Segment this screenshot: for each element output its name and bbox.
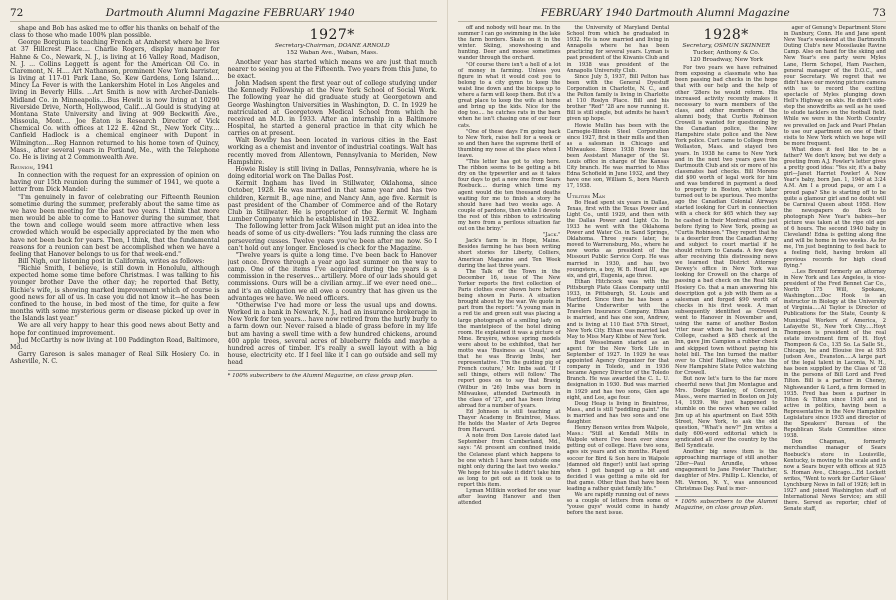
class-year: 1927* xyxy=(309,27,355,43)
column-3 xyxy=(458,25,561,600)
paragraph: off and nobody will hear me. In the summer I can go swimming in the lake the farm borders. Skate on it in the winter. Skiing, snowshoeing and hunting. Deer and moose sometimes wander through the orchard. xyxy=(458,25,561,62)
paragraph: ...Les Brenzif formerly an attorney in New York and Les Angeles, is vice-president of the Fred Bennet Car Co., North 175 Will, Spokane, Washington....Doc Hook is an instructor in Biology at the University of Virginia.....Al Taylor is Director of Publications for the State, County & Municipal Workers of America, 2 Lafayette St., New York City.....Hoyt Thompson is president of the real estate investment firm of H. Hoyt Thompson & Co., 135 So. La Salle St., Chicago, he and Elouise live at 935 Judson Ave., Evanston.....A large part of the legal talent in Laconia, N. H., has been supplied by the Class of '28 in the persons of Bill Lord and Fred Tilton. Bill is a partner in Cheney, Nighswander & Lord, a firm formed in 1935. Fred has been a partner in Tilton & Tilton since 1930 and is active in politics, having been a Representative in the New Hampshire Legislature since 1935 and director of the Speakers' Bureau of the Republican State Committee since 1938. xyxy=(783,268,886,440)
paragraph: For two years we have refrained from exposing a classmate who has been passing bad checks in the hope that with our help and the help of other '28ers he would reform. His increased activity recently makes it necessary to warn members of the class, and other members of the alumni body, that Curtis Robinson Crowell is wanted for questioning by the Canadian police, the New Hampshire state police and the New York police. Curt came to College from Wollaston, Mass. and stayed two years. In 1938 he came to New York and in the next two years gave the Dartmouth Club and six or more of his classmates bad checks. Bill Moreno did $90 worth of legal work for him and was tendered in payment a deed to property in Boston, which later turned out to be spurious. Two months ago the Canadian Colonial Airways started looking for Curt in connection with a check for $65 which they say he cashed in their Montreal office just before flying to New York, posing as "Curtis Robinson." They report that he is a deserter from the Canadian Army and subject to court martial if he should return to Canada. A few days after receiving this distressing news we learned that District Attorney Dewey's office in New York was looking for Crowell on the charge of passing a bad check on the Real Silk Hosiery Co. that a man answering his description got a job with them as a salesman and forged $90 worth of checks in his first week. A man subsequently identified as Crowell went to Hanover in November and, using the name of another Boston 'riter near whom he had roomed in College, cashed a $85 check at the Inn, gave Jim Campion a rubber check and skipped town without paying his hotel bill. The Inn turned the matter over to Chief Hallisey, who has the New Hampshire State Police watching for Crowell. xyxy=(675,65,778,376)
paragraph: Ethan Hitchcock was with the Pittsburgh Plate Glass Company until 1933, in Pittsburgh, St. Louis and Hartford. Since then he has been a Marine Underwriter with the Travelers Insurance Company. Ethan is married, and has one son, Andrew, and is living at 110 East 57th Street, New York City. Ethan was married last May to Miss Mary Kibbe of New York. xyxy=(566,278,669,340)
column-4 xyxy=(567,25,670,600)
paragraph: Garry Gareson is sales manager of Real Silk Hosiery Co. in Asheville, N. C. xyxy=(10,351,220,366)
paragraph: Henry Benson writes from Walpole, Mass.: "Still at Kendall Mills in Walpole where I've been ever since getting out of college. Have two sons, ages six years and six months. Played soccer for Bird & Son here in Walpole (damned old finger!) until last spring when I got banged up a bit and decided I was getting a mite old for that game. Other than that have been leading a rather quiet family life." xyxy=(566,425,669,493)
paragraph: Jud McCarthy is now living at 100 Paddington Road, Baltimore, Md. xyxy=(10,336,220,351)
paragraph: In connection with the request for an expression of opinion on having our 15th reunion during the summer of 1941, we quote a letter from Dick Mandel: xyxy=(10,172,220,194)
paragraph: "One of these days I'm going back to New York, raise hell for a week or so and then have the supreme thrill of thumbing my nose at the place when I leave. xyxy=(458,128,561,159)
section-heading: Utilities Man xyxy=(566,191,606,200)
paragraph: "I'm genuinely in favor of celebrating our Fifteenth Reunion sometime during the summer, preferably about the same time as we have been meeting for the past two years. I think that more men would be able to come to Hanover during the summer, that the town and college would seem more attractive when less crowded which would be especially appreciated by the men who have not been back for years. Then, I think, that the fundamental reasons for a reunion can best be accomplished when we have a feeling that Hanover belongs to us for that week-end." xyxy=(10,193,220,258)
paragraph: George Borgium is teaching French at Amherst where he lives at 37 Hillcrest Place.... Charlie Rogers, display manager for Hahne & Co., Newark, N. J., is living at 16 Valley Road, Madison, N. J. ... Collins Leggett is agent for the American Oil Co. in Claremont, N. H.... Art Nathanson, prominent New York barrister, is living at 117-01 Park Lane, So. Kew Gardens, Long Island.... Mincy La Fever is with the Lankershim Hotel in Los Angeles and living in Beverly Hills. ...Art Smith is now with Archer-Daniels-Midland Co. in Minneapolis....Bus Hewlit is now living at 10290 Riverside Drive, North, Hollywood, Calif....Al Gould is studying at Montana State University and living at 909 Beckwith Ave., Missoula, Mont.... Joe Eaton is Research Director of Vick Chemical Co. with offices at 122 E. 42nd St., New York City.... Canfield Hadlock is a chemical engineer with Dupont in Wilmington....Reg Hannon returned to his home town of Quincy, Mass., after several years in Portland, Me., with the Telephone Co. He is living at 2 Commonwealth Ave. xyxy=(10,39,220,161)
paragraph: The Talk of the Town in the December 16, issue of The New Yorker reports the first collection of Paris clothes ever shown here before being shown in Paris. A situation brought about by the war. We quote in part from the report: "A young man in a red tie and green suit was placing a large photograph of a smiling lady on the mantelpiece of the hotel dining room. He explained it was a picture of Mme. Bruyère, whose spring models were about to be exhibited, that her motto was 'Business as Usual,' and that he was Bravig Imbs, her representative. 'I'm the guiding pig of French couture,' Mr. Imbs said. 'If I sell things, others will follow.' The report goes on to say that Bravig (Wilbur in '26) Imbs was born in Milwaukee, attended Dartmouth in the class of '27, and has been living abroad for a number of years. xyxy=(458,268,561,409)
paragraph: "Twelve years is quite a long time. I've been back to Hanover just once. Drove through a year ago last summer on the way to camp. One of the items I've acquired during the years is a commission in the reserves... artillery. More of our lads should get commissions. Ours will be a civilian army...if we ever need one... and it's an obligation we all owe a country that has given us the advantages we have. We need officers. xyxy=(227,251,437,302)
paragraph: But now let's turn to the far more cheerful news that Jim Montague and Mrs. Dodge Stanley, of Concord, Mass., were married in Boston on July 14, 1939. We just happened to stumble on the news when we called Jim up at his apartment on East 55th Street, New York, to ask the old question, "What's new?" Jim writes a daily 600-word editorial which is syndicated all over the country by the Bell Syndicate. xyxy=(675,375,778,449)
paragraph: the University of Maryland Dental School from which he graduated in 1932. He is now married and living in Annapolis where he has been practicing for several years. Lyman is past president of the Kiwanis Club and in 1938 was president of the Annapolis University Club. xyxy=(566,25,669,74)
column-3-body xyxy=(458,25,561,506)
class-secretary: Secretary, OSMUN SKINNER xyxy=(682,43,770,49)
paragraph: Don Chapman, formerly merchandise manager of Sears Roebuck's store in Louisville, Kentucky, is moving to the scale and is now a Sears buyer with offices at 925 S. Homan Ave., Chicago....Ed Lockett writes, "Went to work for Carter Glass' Lynchburg News in fall of 1926; left in 1927 and joined Washington staff of International News Service; am still there. Served as reporter, chief of Senate staff, xyxy=(783,439,886,513)
paragraph: "Of course there isn't a hell of a lot of money in farming. Unless you figure in what it would cost you to belong to a city gymn to keep the waist line down and the biceps up to where a farm will keep them. But it's a great place to keep the wife at home and bring up the kids. Nice for the dog too.... he catches rats in the barn when he isn't chasing one of our four cats. xyxy=(458,61,561,129)
paragraph: What does it feel like to be a father? We don't know, but we defy a greeting from A.J. Fowler's letter gives a pretty good idea: "Yes sir, it's a baby girl—Janet Harriet Fowler! A New Year's baby, born Jan. 1, 1940 at 3:24 A.M. Am I a proud papa, or am I a proud papa? She is starting off to be quite a glamour girl and no doubt will be Carnival Queen about 1958. How the newspapers do flock to photograph New Year's babies—her picture was taken at the ripe old age of 6 hours. The second 1940 baby in Cleveland! Edna is getting along fine and will be home in two weeks. As for me, I'm just beginning to feel back to a feeling field, having broken all previous records for high cloud flying." xyxy=(783,146,886,269)
paragraph: Lyman Millikin worked for one year after leaving Hanover and then attended xyxy=(458,488,561,507)
section-heading: Reunion, 1941 xyxy=(10,162,54,171)
paragraph: A note from Don Lavoie dated last September from Cumberland, Md., says: "At present am confined inside the Celanese plant which happens to be one which I have been outside one night only during the last two weeks." We hope for his sake it didn't take him as long to get out as it took us to report this item. xyxy=(458,433,561,489)
paragraph: "Richie Smith, I believe, is still down in Honolulu, although expected home some time before Christmas. I was talking to his younger brother Dave the other day; he reported that Betty, Richie's wife, is showing marked improvement which of course is good news for all of us. In case you did not know it—he has been confined to the house, in bed most of the time, for quite a few months with some mysterious germ or disease picked up over in the Islands last year." xyxy=(10,265,220,323)
paragraph: John Madsen spent the first year out of college studying under the Kennedy Fellowship at the New York School of Social Work. The following year he did graduate study at Georgetown and George Washington Universities in Washington, D. C. In 1929 he matriculated at Georgetown Medical School from which he received an M.D. in 1933. After an internship in a Baltimore Hospital, he started a general practice in that city which he carries on at present. xyxy=(227,80,437,138)
paragraph: Another year has started which means we are just that much nearer to seeing you at the Fifteenth. Two years from this June, to be exact. xyxy=(227,58,437,80)
column-5 xyxy=(675,25,778,600)
column-2-body xyxy=(228,59,438,367)
paragraph: We are rapidly running out of news so a couple of letters from some of "youse guys" would come in handy before the next issue. xyxy=(566,492,669,517)
paragraph: Bo Head spent six years in Dallas, Texas, first with the Texas Power and Light Co., until 1929, and then with the Dallas Power and Light Co. In 1933 he went with the Oklahoma Power and Water Co. in Sand Springs, Oklahoma. Three years later, he moved to Warrensburg, Mo., where he now works as president of the Missouri Public Service Corp. He was married in 1930, and has two youngsters, a boy, W. B. Head III, age six, and girl, Eugenia, age three. xyxy=(566,199,669,279)
paragraph: Howie Risley is still living in Dallas, Pennsylvania, where he is doing editorial work on The Dallas Post. xyxy=(227,165,437,181)
paragraph: Another big news item is the approaching marriage of still another '28er—Paul Arundle, whose engagement to Jane Fowler Thatcher, daughter of Mrs. Phillip L. Klencke, of Mt. Vernon, N. Y., was announced Christmas Day. Paul is mer- xyxy=(675,449,778,492)
running-head-left xyxy=(10,6,437,22)
class-secretary: Secretary-Chairman, DOANE ARNOLD xyxy=(274,43,390,49)
paragraph: "This letter has got to stop here. The ribbon seems to be getting a bit dry on the typewriter and as it takes four days to get a new one from Sears Roebuck.... during which time my agent would die ten thousand deaths waiting for me to finish a story he should have had two weeks ago. A couple of pardons, then while I devote the rest of this ribbon to extricating my hero from a perilous situation far out on the briny." xyxy=(458,159,561,233)
column-6 xyxy=(784,25,887,600)
page-number-left: 72 xyxy=(10,7,24,19)
paragraph: Bud Wesselmann started as an agent for the New York Life in September of 1927. In 1929 he was appointed Agency Organizer for that company in Toledo, and in 1936 became Agency Director of the Toledo Branch. He was awarded the C. L. U. designation in 1930. Bud was married in 1929 and has two sons, Glen age eight, and Lee, age four. xyxy=(566,339,669,401)
paragraph: Ed Johnson is still teaching at Thayer Academy in Braintree, Mass. He holds the Master of Arts Degree from Harvard. xyxy=(458,408,561,434)
paragraph: Jack's farm is in Hope, Maine. Besides farming he has been writing short stories for Liberty, Colliers, American Magazine and Ten Week during the last three years. xyxy=(458,238,561,269)
paragraph: Kermit Ingham has lived in Stillwater, Oklahoma, since October, 1928. He was married in that same year and has two children, Kermit B., age nine, and Nancy Ann, age five. Kermit is past president of the Chamber of Commerce and of the Rotary Club in Stillwater. He is proprietor of the Kermit W. Ingham Lumber Company which he established in 1932. xyxy=(227,180,437,224)
paragraph: Bill Nigh, our listening post in California, writes as follows: xyxy=(18,258,205,265)
class-address: 120 Broadway, New York xyxy=(689,56,764,63)
column-5-body xyxy=(675,65,778,492)
class-1928-header xyxy=(675,28,778,63)
paragraph: shape and Bob has asked me to offer his thanks on behalf of the class to those who made 100% plan possible. xyxy=(10,25,220,40)
column-4-body xyxy=(567,25,670,517)
running-title-right: FEBRUARY 1940 Dartmouth Alumni Magazine xyxy=(540,7,790,19)
column-2 xyxy=(228,25,438,600)
signoff: "Jack." xyxy=(543,232,561,239)
paragraph: ager of Genung's Department Store in Danbury, Conn. He and Jane spent New Year's weekend at the Dartmouth Outing Club's new Moosilauke Ravine Camp. Also on hand for the skiing and New Year's eve party were Myles Lane, Herm Schopel, Ham Paschen, general manager of the D.O.C., and your Secretary. We regret that we didn't have our moving picture camera with us to record the exciting spectacle of Myles plunging down Hell's Highway on skis. He didn't side-step the snowdrifts as well as he used to elude tacklers on the football field. While we were in the North Country we prevailed on Jack and Pearl Phelan to use our apartment on one of their visits to New York which we hope will be more frequent. xyxy=(783,25,886,147)
paragraph: Walt Bowlby has been located in various cities in the East working as a chemist and inventor of industrial coatings. Walt has recently moved from Allentown, Pennsylvania to Meriden, New Hampshire. xyxy=(227,137,437,166)
column-1 xyxy=(10,25,220,600)
paragraph: "Otherwise I've had more or less the usual ups and downs. Worked in a bank in Newark, N. J., had an insurance brokerage in New York for ten years... have now retired from the hurly burly to a farm down our. Never raised a blade of grass before in my life but am having a swell time with a few hundred chickens, around 400 apple trees, several acres of blueberry fields and maybe a hundred acres of timber. It's really a swell layout with a big house, electricity etc. If I feel like it I can go outside and sell my head xyxy=(227,301,437,367)
paragraph: We are all very happy to hear this good news about Betty and hope for continued improvement. xyxy=(10,322,220,337)
running-head-right xyxy=(458,6,886,22)
running-title-left: Dartmouth Alumni Magazine FEBRUARY 1940 xyxy=(105,7,355,19)
right-page xyxy=(448,0,896,600)
class-1927-header xyxy=(228,28,438,57)
class-address: 152 Waban Ave., Waban, Mass. xyxy=(286,50,378,56)
class-address: Tucker, Anthony & Co. xyxy=(692,50,760,56)
paragraph: Howie Mullin has been with the Carnegie-Illinois Steel Corporation since 1927, first in their mills and then as a salesman in Chicago and Milwaukee. Since 1938 Howie has been Assistant Manager of the St. Louis office in charge of the Kansas City branch. He was married to Miss Edna Schofield in June 1932, and they have one son, William S., born March 17, 1938. xyxy=(566,122,669,190)
page-number-right: 73 xyxy=(872,7,886,19)
class-year: 1928* xyxy=(703,27,749,43)
paragraph: Doug Heap is living in Braintree, Mass., and is still "peddling paint." He is married and has two sons and one daughter. xyxy=(566,400,669,425)
paragraph: The following letter from Jack Wilson might put an idea into the heads of some of us city-dwellers: "You lads running the class are persevering cusses. Twelve years you've been after me now. So I can't hold out any longer. Enclosed is check for the Magazine. xyxy=(227,223,437,252)
paragraph: Since July 5, 1937, Bill Pelton has been with the General Dyestuff Corporation in Charlotte, N. C., and the Pelton family is living in Charlotte at 110 Roslyn Place. Bill and his brother "Red" '28 are now running it. Bill is still single, but admits he hasn't given up hope. xyxy=(566,73,669,123)
footnote-right: * 100% subscribers to the Alumni Magazine, on class group plan. xyxy=(675,496,778,512)
footnote-left: * 100% subscribers to the Alumni Magazine, on class group plan. xyxy=(228,370,438,380)
